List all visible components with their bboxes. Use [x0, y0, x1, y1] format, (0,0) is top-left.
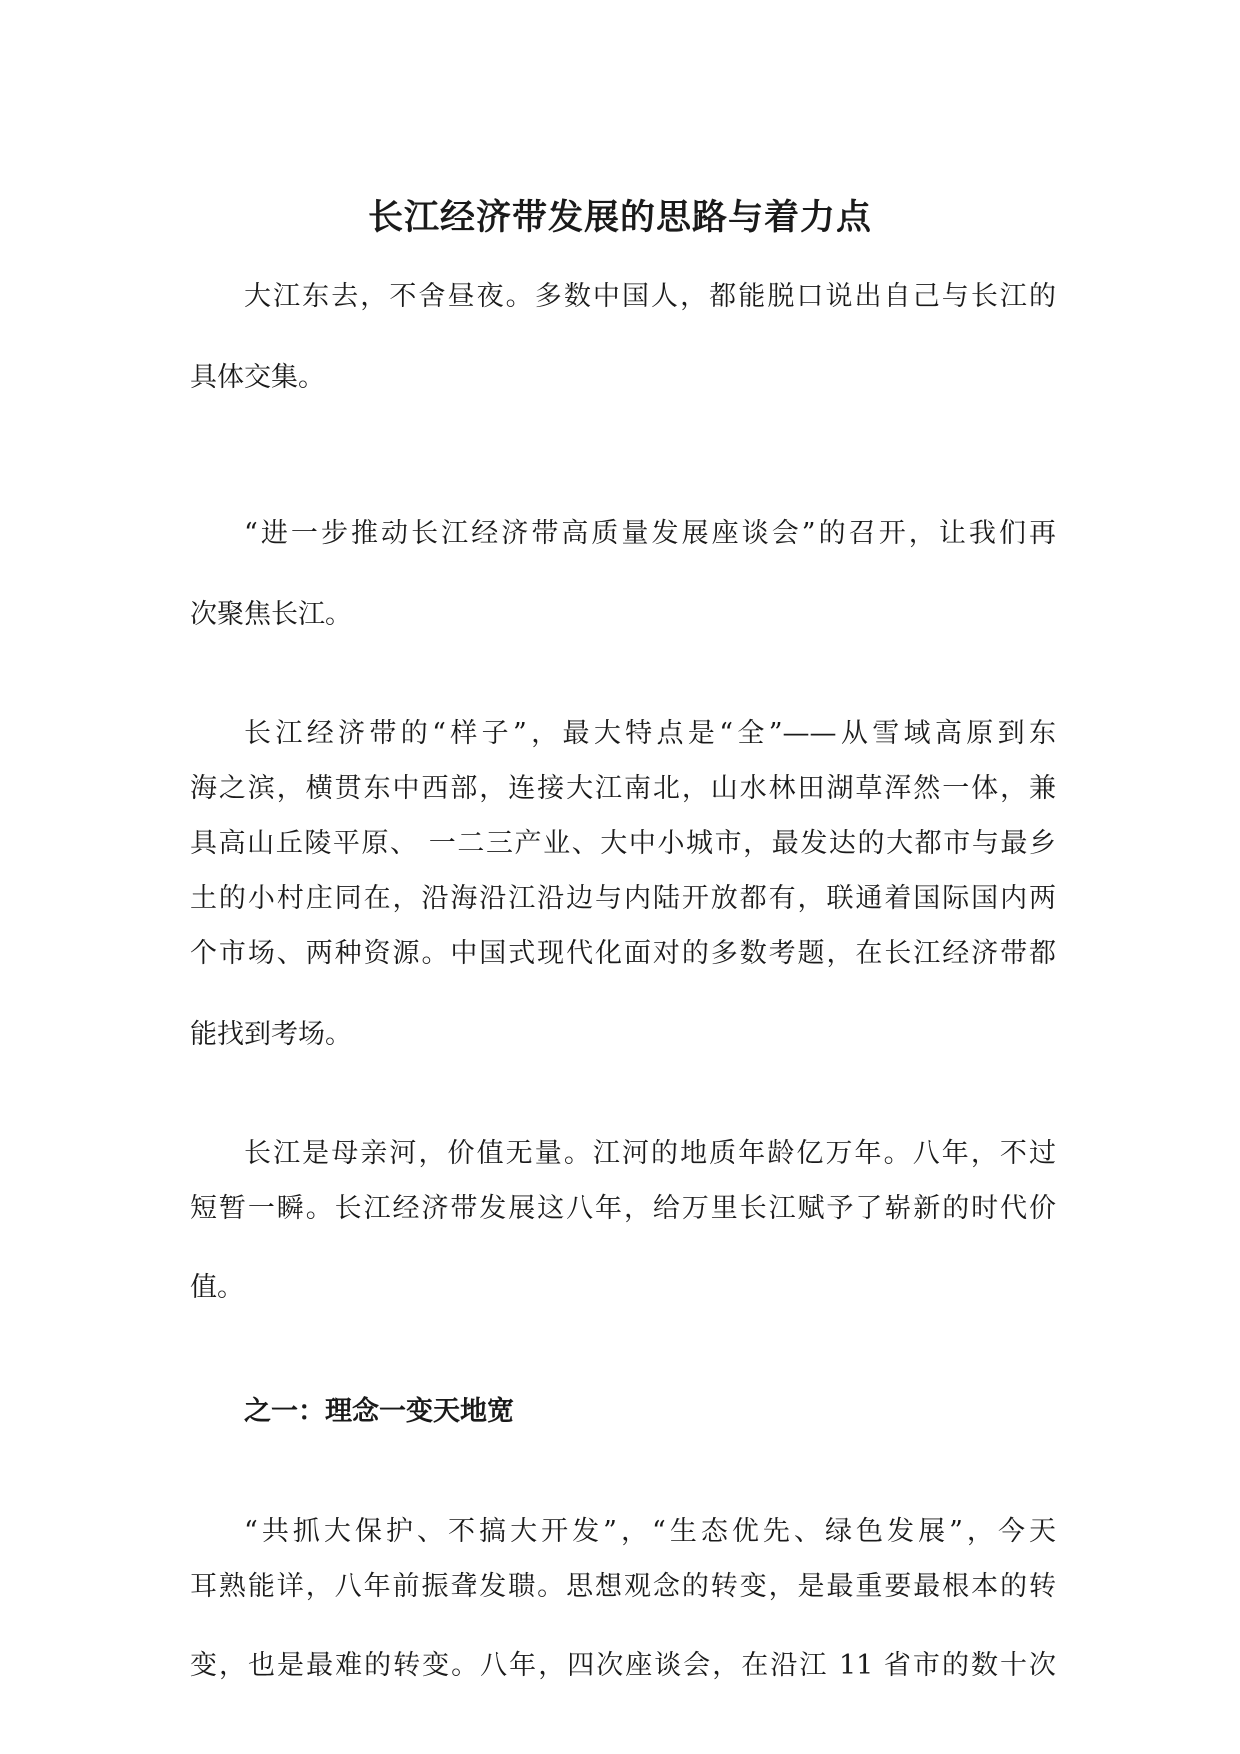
- paragraph-3-line-1: 长江经济带的“样子”，最大特点是“全”——从雪域高原到东: [244, 718, 1056, 749]
- paragraph-1-line-2: 具体交集。: [190, 362, 325, 393]
- paragraph-3-line-6: 能找到考场。: [190, 1019, 352, 1050]
- paragraph-4-line-2: 短暂一瞬。长江经济带发展这八年，给万里长江赋予了崭新的时代价: [190, 1193, 1056, 1224]
- paragraph-4-line-3: 值。: [190, 1272, 244, 1303]
- paragraph-3-line-3: 具高山丘陵平原、 一二三产业、大中小城市，最发达的大都市与最乡: [190, 828, 1056, 859]
- paragraph-3-line-4: 土的小村庄同在，沿海沿江沿边与内陆开放都有，联通着国际国内两: [190, 883, 1056, 914]
- paragraph-3-line-2: 海之滨，横贯东中西部，连接大江南北，山水林田湖草浑然一体，兼: [190, 773, 1056, 804]
- section-heading: 之一：理念一变天地宽: [244, 1396, 514, 1427]
- section-paragraph-line-1: “共抓大保护、不搞大开发”，“生态优先、绿色发展”，今天: [244, 1516, 1056, 1547]
- document-title: 长江经济带发展的思路与着力点: [367, 197, 872, 238]
- section-paragraph-line-2: 耳熟能详，八年前振聋发聩。思想观念的转变，是最重要最根本的转: [190, 1571, 1056, 1602]
- paragraph-2-line-2: 次聚焦长江。: [190, 599, 352, 630]
- section-paragraph-line-3: 变，也是最难的转变。八年，四次座谈会，在沿江 11 省市的数十次: [190, 1650, 1056, 1681]
- paragraph-2-line-1: “进一步推动长江经济带高质量发展座谈会”的召开，让我们再: [244, 518, 1056, 549]
- paragraph-4-line-1: 长江是母亲河，价值无量。江河的地质年龄亿万年。八年，不过: [244, 1138, 1056, 1169]
- paragraph-1-line-1: 大江东去，不舍昼夜。多数中国人，都能脱口说出自己与长江的: [244, 281, 1056, 312]
- paragraph-3-line-5: 个市场、两种资源。中国式现代化面对的多数考题，在长江经济带都: [190, 938, 1056, 969]
